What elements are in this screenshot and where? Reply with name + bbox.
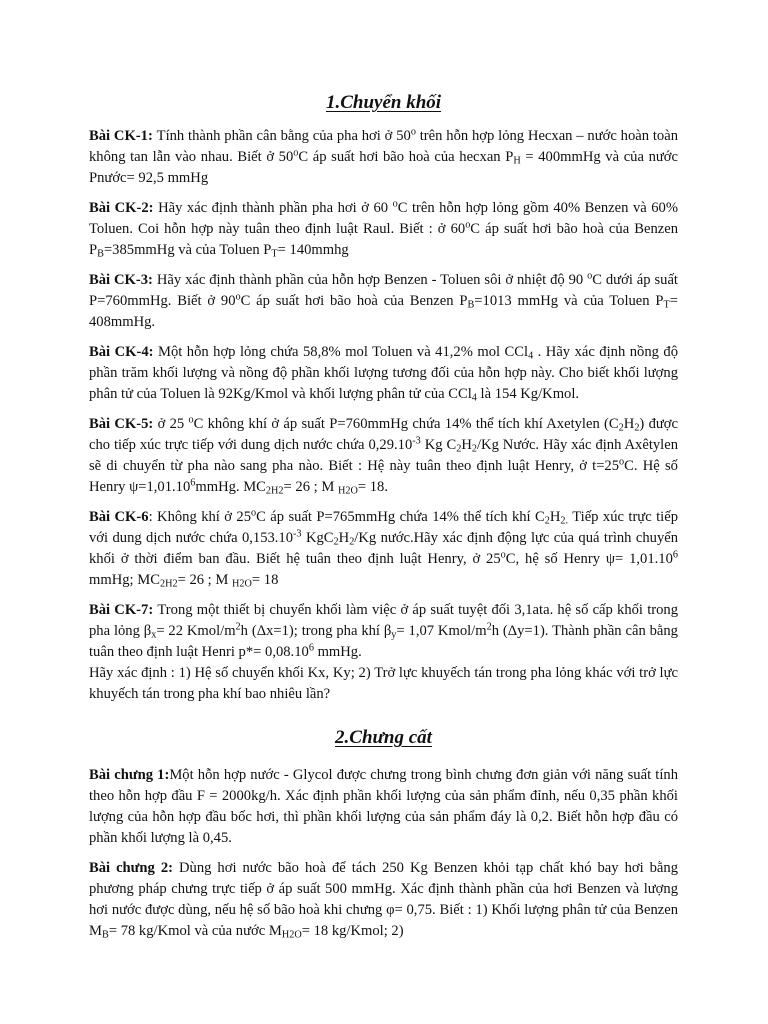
superscript: o (251, 507, 257, 519)
subscript: 2 (333, 536, 339, 548)
subscript: H2O (232, 578, 252, 590)
problem-ck2 (89, 198, 678, 261)
text-run: Hãy xác định thành phần pha hơi ở 60 (158, 200, 393, 216)
subscript: 2H2 (159, 578, 178, 590)
text-run: : Không khí ở 25 (148, 509, 252, 525)
text-run: = 26 ; M (177, 572, 233, 588)
superscript: -3 (412, 435, 421, 447)
text-run: = 18 (251, 572, 279, 588)
text-run: = 26 ; M (283, 479, 338, 495)
problem-label: Bài CK-4: (89, 344, 158, 360)
text-run: Trong một thiết bị chuyển khối làm việc ở áp suất tuyệt đối 3,1ata. hệ số cấp khối trong pha lỏng β (89, 602, 678, 639)
text-run: Một hỗn hợp lỏng chứa 58,8% mol Toluen và 41,2% mol CCl (157, 344, 529, 360)
text-run: mmHg. (313, 644, 362, 660)
text-run: Hãy xác định : 1) Hệ số chuyển khối Kx, Ky; 2) Trở lực khuyếch tán trong pha lỏng khác với trở lực khuyếch tán trong pha khí bao nhiêu lần? (89, 665, 678, 702)
superscript: o (619, 456, 625, 468)
subscript: 4 (528, 350, 534, 362)
problem-label: Bài CK-1: (89, 128, 157, 144)
text-run: C không khí ở áp suất P=760mmHg chứa 14% thể tích khí Axetylen (C (193, 416, 619, 432)
subscript: 2 (634, 422, 640, 434)
problem-ck6 (89, 507, 678, 591)
superscript: o (293, 147, 299, 159)
superscript: o (465, 219, 471, 231)
text-run: Tính thành phần cân bằng của pha hơi ở 50 (156, 128, 411, 144)
problem-label: Bài CK-6 (89, 509, 149, 525)
superscript: 6 (308, 642, 314, 654)
superscript: o (500, 549, 506, 561)
text-run: Tiếp xúc trực tiếp với dung dịch nước chứa 0,153.10 (89, 509, 678, 546)
text-run: H (549, 509, 561, 525)
problem-label: Bài CK-5: (89, 416, 158, 432)
text-run: = 140mmhg (277, 242, 349, 258)
superscript: 6 (672, 549, 678, 561)
text-run: = 18. (357, 479, 388, 495)
subscript: 2 (618, 422, 624, 434)
subscript: H2O (281, 929, 302, 941)
problem-label: Bài CK-7: (89, 602, 158, 618)
text-run: Dùng hơi nước bão hoà để tách 250 Kg Benzen khỏi tạp chất khó bay hơi bằng phương pháp chưng trực tiếp ở áp suất 500 mmHg. Xác định thành phần của hơi Benzen và lượng hơi nước được dùng, nếu hệ số bão hoà khi chưng φ= 0,75. Biết : 1) Khối lượng phân tử của Benzen M (89, 860, 679, 939)
text-run: /Kg nước.Hãy xác định động lực của quá trình chuyển khối ở thời điểm ban đầu. Biết hệ tuân theo định luật Henry, ở 25 (89, 530, 679, 567)
text-run: H (623, 416, 635, 432)
problem-ck4 (89, 342, 678, 405)
subscript: 2 (544, 515, 550, 527)
section-title-mass-transfer: 1.Chuyển khối (325, 92, 442, 113)
text-run: = 408mmHg. (89, 293, 678, 330)
text-run: = 78 kg/Kmol và của nước M (108, 923, 282, 939)
text-run: C. Hệ số Henry ψ=1,01.10 (89, 458, 678, 495)
subscript: 2 (349, 536, 355, 548)
subscript: 2 (471, 443, 477, 455)
text-run: = 400mmHg và của nước Pnước= 92,5 mmHg (89, 149, 678, 186)
subscript: H2O (337, 485, 358, 497)
problem-label: Bài CK-2: (89, 200, 159, 216)
text-run: h (Δx=1); trong pha khí β (240, 623, 392, 639)
problem-label: Bài CK-3: (89, 272, 157, 288)
superscript: o (587, 270, 593, 282)
problem-ck7 (89, 600, 678, 663)
text-run: Một hỗn hợp nước - Glycol được chưng trong bình chưng đơn giản với năng suất tính theo hỗn hợp đầu F = 2000kg/h. Xác định phần khối lượng của sản phẩm đỉnh, nếu 0,35 phần khối lượng của hỗn hợp đầu bốc hơi, thì phần khối lượng của sản phẩm đáy là 0,2. Biết hỗn hợp đầu có phần khối lượng là 0,45. (89, 767, 678, 846)
subscript: 2H2 (265, 485, 284, 497)
subscript: x (151, 629, 157, 641)
superscript: o (410, 126, 416, 138)
superscript: o (392, 198, 398, 210)
superscript: 2 (235, 621, 241, 633)
text-run: . Hãy xác định nồng độ phần trăm khối lượng và nồng độ phần khối lượng tương đối của hỗn hợp này. Cho biết khối lượng phân tử của Toluen là 92Kg/Kmol và khối lượng phân tử của CCl (89, 344, 679, 402)
problem-chung1 (89, 765, 678, 849)
text-run: mmHg; MC (89, 572, 160, 588)
text-run: C, hệ số Henry ψ= 1,01.10 (505, 551, 673, 567)
subscript: H (513, 155, 521, 167)
subscript: 2. (560, 515, 569, 527)
problem-ck7-question (89, 663, 678, 705)
text-run: ở 25 (157, 416, 189, 432)
section-title-distillation: 2.Chưng cất (335, 727, 432, 748)
superscript: o (188, 414, 194, 426)
text-run: C áp suất hơi bão hoà của Benzen P (89, 221, 679, 258)
subscript: T (663, 299, 670, 311)
text-run: H (461, 437, 472, 453)
subscript: B (97, 248, 104, 260)
text-run: Hãy xác định thành phần của hỗn hợp Benzen - Toluen sôi ở nhiệt độ 90 (156, 272, 588, 288)
text-run: trên hỗn hợp lỏng Hecxan – nước hoàn toàn không tan lẫn vào nhau. Biết ở 50 (89, 128, 678, 165)
subscript: B (101, 929, 109, 941)
problem-chung2 (89, 858, 678, 942)
text-run: C dưới áp suất P=760mmHg. Biết ở 90 (89, 272, 678, 309)
text-run: Kg C (420, 437, 457, 453)
subscript: y (391, 629, 397, 641)
subscript: 4 (471, 392, 477, 404)
problem-ck5 (89, 414, 678, 498)
text-run: = 18 kg/Kmol; 2) (301, 923, 404, 939)
superscript: -3 (293, 528, 302, 540)
text-run: C trên hỗn hợp lỏng gồm 40% Benzen và 60% Toluen. Coi hỗn hợp này tuân theo định luật Raul. Biết : ở 60 (89, 200, 678, 237)
text-run: KgC (301, 530, 334, 546)
text-run: /Kg Nước. Hãy xác định Axêtylen sẽ di chuyển từ pha nào sang pha nào. Biết : Hệ này tuân theo định luật Henry, ở t=25 (89, 437, 679, 474)
superscript: o (235, 291, 241, 303)
problem-label: Bài chưng 1: (89, 767, 170, 783)
subscript: 2 (456, 443, 462, 455)
subscript: T (271, 248, 278, 260)
problem-ck1 (89, 126, 678, 189)
text-run: h (Δy=1). Thành phần cân bằng tuân theo định luật Henri p*= 0,08.10 (89, 623, 678, 660)
superscript: 6 (190, 477, 196, 489)
text-run: = 1,07 Kmol/m (396, 623, 487, 639)
text-run: H (338, 530, 350, 546)
problem-label: Bài chưng 2: (89, 860, 179, 876)
text-run: = 22 Kmol/m (156, 623, 236, 639)
superscript: 2 (486, 621, 492, 633)
text-run: =385mmHg và của Toluen P (103, 242, 272, 258)
text-run: C áp suất hơi bão hoà của hecxan P (298, 149, 514, 165)
text-run: C áp suất P=765mmHg chứa 14% thể tích khí C (256, 509, 545, 525)
text-run: =1013 mmHg và của Toluen P (474, 293, 664, 309)
text-run: mmHg. MC (195, 479, 266, 495)
text-run: ) được cho tiếp xúc trực tiếp với dung dịch nước chứa 0,29.10 (89, 416, 678, 453)
problem-ck3 (89, 270, 678, 333)
text-run: là 154 Kg/Kmol. (476, 386, 580, 402)
subscript: B (467, 299, 475, 311)
text-run: C áp suất hơi bão hoà của Benzen P (240, 293, 468, 309)
